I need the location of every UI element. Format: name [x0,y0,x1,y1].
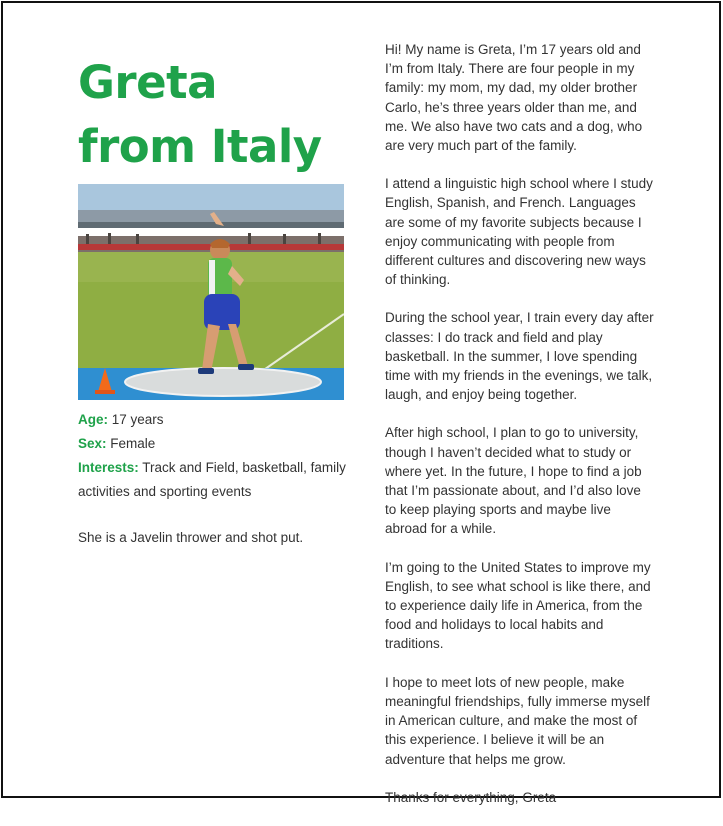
profile-column [78,51,348,550]
title-name: Greta [78,56,218,109]
age-row [78,408,348,432]
interests-row [78,456,348,504]
sport-note: She is a Javelin thrower and shot put. [78,530,304,545]
sex-value: Female [106,436,156,451]
sex-label: Sex: [78,436,107,451]
letter-paragraph: After high school, I plan to go to university, though I haven’t decided what to study or where yet. In the future, I hope to find a job that I’m passionate about, and I’d also love to keep playing sports and maybe live abroad for a while. [385,425,642,537]
age-label: Age: [78,412,108,427]
athlete-photo [78,184,344,400]
letter-paragraph: I’m going to the United States to improve my English, to see what school is like there, and to experience daily life in America, from the food and holidays to local habits and traditions. [385,559,651,652]
letter-column [385,40,655,826]
page-frame [1,1,721,805]
letter-paragraph: I hope to meet lots of new people, make meaningful friendships, fully immerse myself in American culture, and make the most of this experience. I believe it will be an adventure that helps me grow. [385,674,650,767]
letter-paragraph: Hi! My name is Greta, I’m 17 years old and I’m from Italy. There are four people in my family: my mom, my dad, my older brother Carlo, he’s three years older than me, and me. We also have two cats and a dog, who are very much part of the family. [385,42,643,154]
interests-value: Track and Field, basketball, family activities and sporting events [78,460,346,499]
letter-paragraph: During the school year, I train every day after classes: I do track and field and play basketball. In the summer, I love spending time with my friends in the evenings, we talk, laugh, and enjoy being together. [385,310,654,403]
letter-signoff: Thanks for everything, Greta [385,789,557,805]
sex-row [78,432,348,456]
interests-label: Interests: [78,460,139,475]
age-value: 17 years [108,412,164,427]
page-title [78,51,348,179]
letter-paragraph: I attend a linguistic high school where I study English, Spanish, and French. Languages are some of my favorite subjects because I enjoy communicating with people from different cultures and discovering new ways of thinking. [385,176,653,288]
title-country: from Italy [78,120,322,173]
profile-facts [78,408,348,504]
